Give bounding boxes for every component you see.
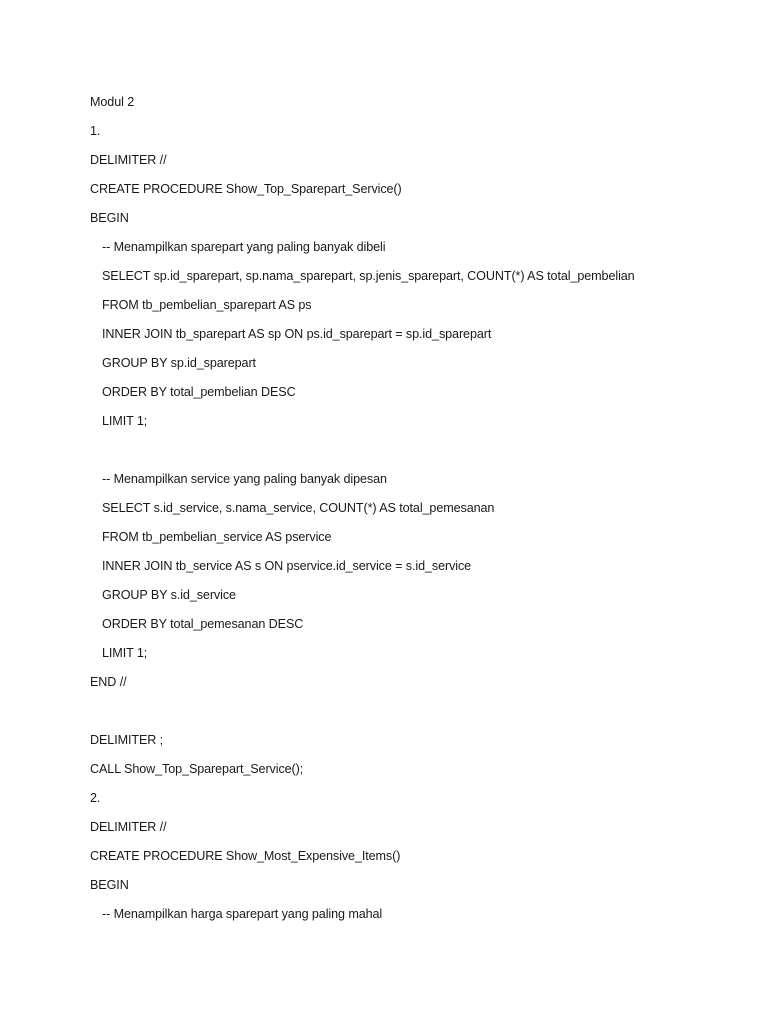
code-line: GROUP BY s.id_service xyxy=(102,588,236,602)
code-line: FROM tb_pembelian_sparepart AS ps xyxy=(102,298,312,312)
blank-line xyxy=(90,440,750,469)
code-line: DELIMITER // xyxy=(90,153,167,167)
code-line: CREATE PROCEDURE Show_Most_Expensive_Items() xyxy=(90,849,401,863)
code-line: ORDER BY total_pemesanan DESC xyxy=(102,617,304,631)
code-line: END // xyxy=(90,675,127,689)
code-line: BEGIN xyxy=(90,878,129,892)
document-body xyxy=(90,92,750,933)
code-line: LIMIT 1; xyxy=(102,646,148,660)
code-line: ORDER BY total_pembelian DESC xyxy=(102,385,296,399)
section-number: 1. xyxy=(90,124,101,138)
section-number: 2. xyxy=(90,791,101,805)
code-line: DELIMITER // xyxy=(90,820,167,834)
code-line: DELIMITER ; xyxy=(90,733,164,747)
code-line: GROUP BY sp.id_sparepart xyxy=(102,356,256,370)
code-line: INNER JOIN tb_sparepart AS sp ON ps.id_sparepart = sp.id_sparepart xyxy=(102,327,492,341)
code-line: SELECT s.id_service, s.nama_service, COUNT(*) AS total_pemesanan xyxy=(102,501,495,515)
code-line: SELECT sp.id_sparepart, sp.nama_sparepart, sp.jenis_sparepart, COUNT(*) AS total_pembelian xyxy=(102,269,635,283)
code-line: FROM tb_pembelian_service AS pservice xyxy=(102,530,332,544)
code-line: BEGIN xyxy=(90,211,129,225)
blank-line xyxy=(90,701,750,730)
code-comment: -- Menampilkan service yang paling banyak dipesan xyxy=(102,472,387,486)
code-line: LIMIT 1; xyxy=(102,414,148,428)
code-line: CREATE PROCEDURE Show_Top_Sparepart_Service() xyxy=(90,182,402,196)
code-line: CALL Show_Top_Sparepart_Service(); xyxy=(90,762,304,776)
code-comment: -- Menampilkan sparepart yang paling banyak dibeli xyxy=(102,240,386,254)
code-line: INNER JOIN tb_service AS s ON pservice.id_service = s.id_service xyxy=(102,559,472,573)
doc-heading: Modul 2 xyxy=(90,95,135,109)
code-comment: -- Menampilkan harga sparepart yang paling mahal xyxy=(102,907,383,921)
